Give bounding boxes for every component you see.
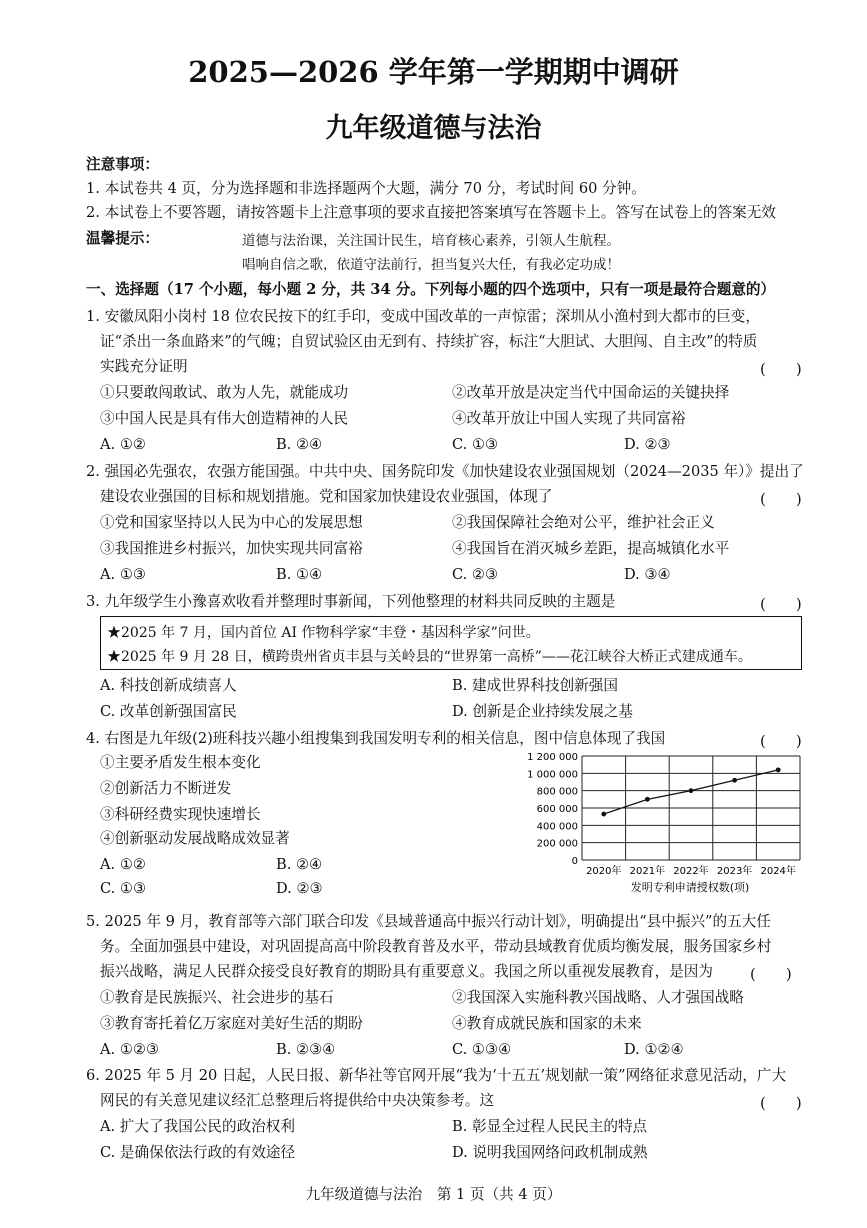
chart-x-tick-label: 2024年	[760, 866, 796, 877]
q5-stem-line-3: 振兴战略，满足人民群众接受良好教育的期盼具有重要意义。我国之所以重视发展教育，是因为	[100, 963, 713, 980]
q2-option-1: ①党和国家坚持以人民为中心的发展思想	[100, 514, 363, 531]
chart-y-tick-label: 400 000	[536, 821, 578, 833]
q3-answer-bracket: ( )	[760, 595, 802, 613]
q4-option-2: ②创新活力不断迸发	[100, 780, 232, 797]
q4-choice-c: C. ①③	[100, 880, 147, 897]
exam-subtitle: 九年级道德与法治	[325, 113, 542, 144]
q1-stem-line-1: 1. 安徽凤阳小岗村 18 位农民按下的红手印，变成中国改革的一声惊雷；深圳从小渔村到大都市的巨变，	[86, 308, 760, 325]
q3-choice-b: B. 建成世界科技创新强国	[452, 677, 618, 694]
q1-choice-b: B. ②④	[276, 436, 323, 453]
q1-stem-line-2: 证“杀出一条血路来”的气魄；自贸试验区由无到有、持续扩容，标注“大胆试、大胆闯、自主改”的特质	[100, 333, 758, 350]
q2-stem-line-2: 建设农业强国的目标和规划措施。党和国家加快建设农业强国，体现了	[100, 488, 553, 505]
q1-option-4: ④改革开放让中国人实现了共同富裕	[452, 410, 686, 427]
chart-data-point	[601, 812, 606, 817]
q5-choice-c: C. ①③④	[452, 1041, 512, 1058]
q1-answer-bracket: ( )	[760, 360, 802, 378]
chart-series	[601, 767, 780, 816]
q3-material-2: ★2025 年 9 月 28 日，横跨贵州省贞丰县与关岭县的“世界第一高桥”——花江峡谷大桥正式建成通车。	[107, 649, 752, 665]
q1-choice-d: D. ②③	[624, 436, 671, 453]
chart-y-tick-label: 800 000	[536, 786, 578, 798]
chart-y-tick-label: 0	[571, 856, 578, 867]
chart-y-tick-labels	[527, 752, 578, 867]
q5-choice-d: D. ①②④	[624, 1041, 684, 1058]
chart-grid	[582, 756, 800, 860]
page-footer: 九年级道德与法治 第 1 页（共 4 页）	[305, 1186, 562, 1203]
chart-data-point	[645, 797, 650, 802]
section-heading: 一、选择题（17 个小题，每小题 2 分，共 34 分。下列每小题的四个选项中，只有一项是最符合题意的）	[86, 281, 776, 298]
notice-item-2: 2. 本试卷上不要答题，请按答题卡上注意事项的要求直接把答案填写在答题卡上。答写在试卷上的答案无效	[86, 204, 776, 221]
chart-x-axis-label: 发明专利申请授权数(项)	[630, 881, 750, 894]
chart-data-point	[689, 788, 694, 793]
q1-choice-a: A. ①②	[100, 436, 146, 453]
q2-stem-line-1: 2. 强国必先强农，农强方能国强。中共中央、国务院印发《加快建设农业强国规划（2024—2035 年）》提出了	[86, 463, 804, 480]
tip-label: 温馨提示：	[86, 230, 159, 247]
exam-title: 2025—2026 学年第一学期期中调研	[188, 55, 679, 89]
chart-data-point	[732, 778, 737, 783]
q6-stem-line-2: 网民的有关意见建议经汇总整理后将提供给中央决策参考。这	[100, 1092, 495, 1109]
q3-material-1: ★2025 年 7 月，国内首位 AI 作物科学家“丰登・基因科学家”问世。	[107, 625, 540, 641]
chart-y-tick-label: 1 200 000	[527, 752, 578, 763]
tip-line-2: 唱响自信之歌，依道守法前行，担当复兴大任，有我必定功成！	[242, 257, 620, 273]
q4-answer-bracket: ( )	[760, 732, 802, 750]
q4-option-1: ①主要矛盾发生根本变化	[100, 754, 261, 771]
q1-choice-c: C. ①③	[452, 436, 499, 453]
q2-option-3: ③我国推进乡村振兴，加快实现共同富裕	[100, 540, 363, 557]
q6-stem-line-1: 6. 2025 年 5 月 20 日起，人民日报、新华社等官网开展“我为‘十五五’规划献一策”网络征求意见活动，广大	[86, 1067, 787, 1084]
q2-choice-d: D. ③④	[624, 566, 671, 583]
q6-choice-d: D. 说明我国网络问政机制成熟	[452, 1144, 648, 1161]
q6-choice-b: B. 彰显全过程人民民主的特点	[452, 1118, 648, 1135]
q4-stem-line-1: 4. 右图是九年级(2)班科技兴趣小组搜集到我国发明专利的相关信息，图中信息体现了我国	[86, 730, 666, 747]
q3-stem-line-1: 3. 九年级学生小豫喜欢收看并整理时事新闻，下列他整理的材料共同反映的主题是	[86, 593, 616, 610]
q1-option-3: ③中国人民是具有伟大创造精神的人民	[100, 410, 349, 427]
q3-choice-a: A. 科技创新成绩喜人	[100, 677, 237, 694]
q3-material-box	[100, 616, 802, 670]
chart-data-point	[776, 767, 781, 772]
q5-stem-line-1: 5. 2025 年 9 月，教育部等六部门联合印发《县域普通高中振兴行动计划》，明确提出“县中振兴”的五大任	[86, 913, 771, 930]
q5-option-3: ③教育寄托着亿万家庭对美好生活的期盼	[100, 1015, 363, 1032]
q2-choice-a: A. ①③	[100, 566, 146, 583]
q3-choice-c: C. 改革创新强国富民	[100, 703, 237, 720]
q2-option-4: ④我国旨在消灭城乡差距，提高城镇化水平	[452, 540, 730, 557]
chart-x-tick-label: 2023年	[716, 866, 753, 877]
q4-choice-b: B. ②④	[276, 856, 323, 873]
q6-choice-c: C. 是确保依法行政的有效途径	[100, 1144, 296, 1161]
q2-answer-bracket: ( )	[760, 490, 802, 508]
chart-y-tick-label: 600 000	[536, 804, 578, 815]
q2-choice-b: B. ①④	[276, 566, 323, 583]
chart-y-tick-label: 1 000 000	[527, 769, 578, 781]
q5-option-4: ④教育成就民族和国家的未来	[452, 1015, 642, 1032]
q1-option-1: ①只要敢闯敢试、敢为人先，就能成功	[100, 384, 349, 401]
q5-choice-b: B. ②③④	[276, 1041, 336, 1058]
q6-answer-bracket: ( )	[760, 1094, 802, 1112]
q5-option-1: ①教育是民族振兴、社会进步的基石	[100, 989, 334, 1006]
q5-choice-a: A. ①②③	[100, 1041, 160, 1058]
patent-line-chart	[520, 748, 810, 898]
chart-y-tick-label: 200 000	[536, 838, 578, 850]
q1-option-2: ②改革开放是决定当代中国命运的关键抉择	[452, 384, 730, 401]
q5-option-2: ②我国深入实施科教兴国战略、人才强国战略	[452, 989, 744, 1006]
q3-choice-d: D. 创新是企业持续发展之基	[452, 703, 633, 720]
chart-x-tick-labels	[586, 864, 796, 877]
q5-answer-bracket: ( )	[750, 965, 792, 983]
q5-stem-line-2: 务。全面加强县中建设，对巩固提高高中阶段教育普及水平，带动县域教育优质均衡发展，服务国家乡村	[100, 938, 772, 955]
q2-option-2: ②我国保障社会绝对公平，维护社会正义	[452, 514, 715, 531]
chart-x-tick-label: 2020年	[586, 866, 622, 877]
notice-item-1: 1. 本试卷共 4 页，分为选择题和非选择题两个大题，满分 70 分，考试时间 60 分钟。	[86, 180, 646, 197]
tip-line-1: 道德与法治课，关注国计民生，培育核心素养，引领人生航程。	[242, 233, 620, 249]
q6-choice-a: A. 扩大了我国公民的政治权利	[100, 1118, 295, 1135]
chart-x-tick-label: 2021年	[629, 866, 666, 877]
notice-heading: 注意事项：	[86, 156, 159, 173]
q4-option-3: ③科研经费实现快速增长	[100, 806, 261, 823]
q4-choice-d: D. ②③	[276, 880, 323, 897]
chart-x-tick-label: 2022年	[673, 866, 709, 877]
q4-option-4: ④创新驱动发展战略成效显著	[100, 830, 290, 847]
q4-choice-a: A. ①②	[100, 856, 146, 873]
q2-choice-c: C. ②③	[452, 566, 499, 583]
q1-stem-line-3: 实践充分证明	[100, 358, 188, 375]
